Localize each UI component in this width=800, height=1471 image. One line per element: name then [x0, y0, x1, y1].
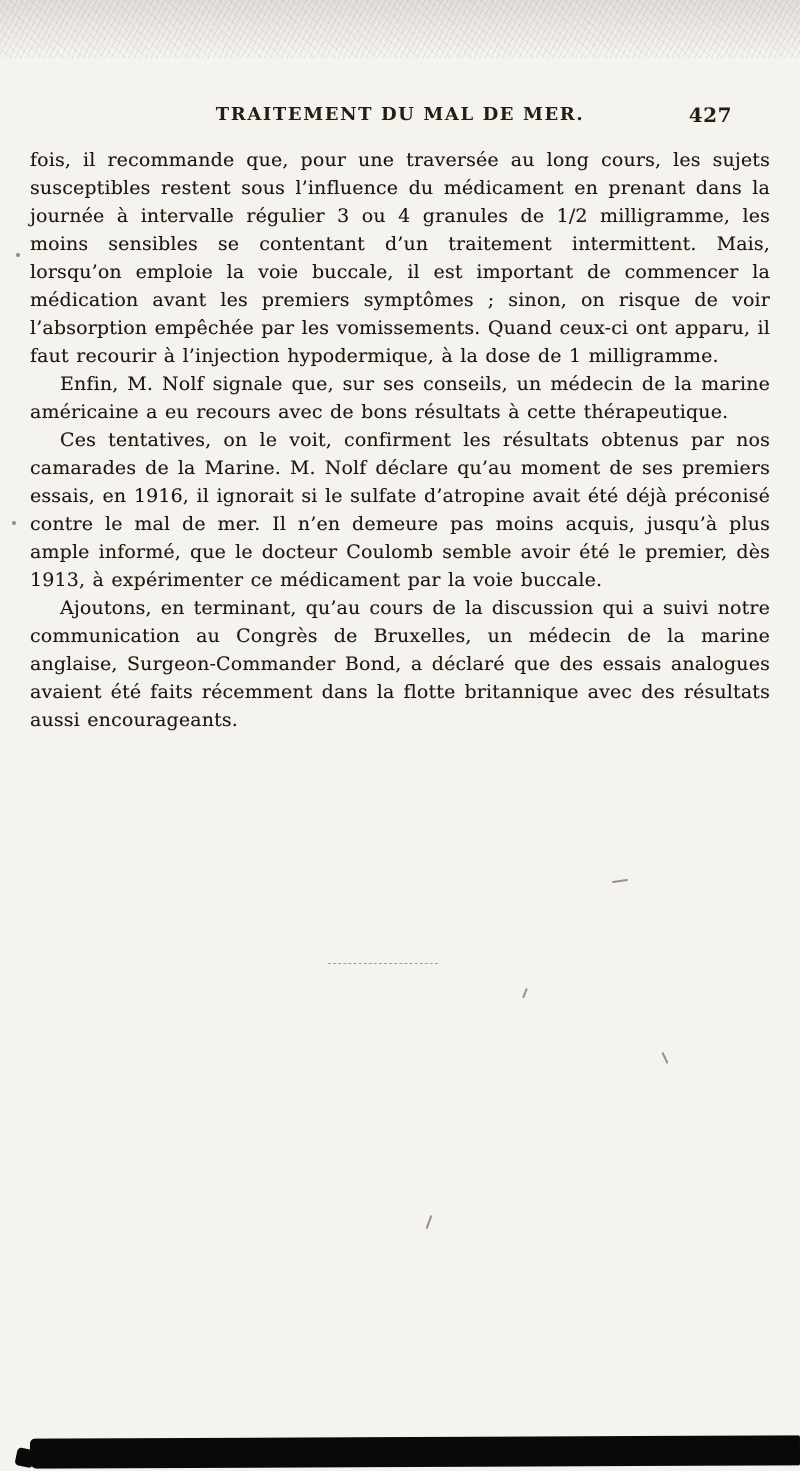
scan-speck — [12, 521, 16, 525]
running-title: TRAITEMENT DU MAL DE MER. — [215, 104, 585, 125]
scan-speck — [662, 1052, 668, 1064]
scan-speck — [612, 879, 628, 883]
scan-crease-artifact — [328, 963, 438, 964]
scan-edge-bottom — [30, 1435, 800, 1468]
paragraph: Ces tentatives, on le voit, confirment les résultats obtenus par nos camarades de la Marine. M. Nolf déclare qu’au moment de ses premiers essais, en 1916, il ignorait si le sulfate d’atropine avait été déjà préconisé contre le mal de mer. Il n’en demeure pas moins acquis, jusqu’à plus ample informé, que le docteur Coulomb semble avoir été le premier, dès 1913, à expérimenter ce médicament par la voie buccale. — [30, 429, 770, 591]
scan-speck — [426, 1215, 432, 1229]
page-number: 427 — [688, 103, 732, 127]
page-header — [30, 104, 770, 134]
paragraph: Ajoutons, en terminant, qu’au cours de la discussion qui a suivi notre communication au Congrès de Bruxelles, un médecin de la marine anglaise, Surgeon-Commander Bond, a déclaré que des essais analogues avaient été faits récemment dans la flotte britannique avec des résultats aussi encourageants. — [30, 597, 770, 731]
scan-noise-texture — [0, 0, 800, 58]
body-text — [30, 146, 770, 734]
scan-speck — [522, 988, 527, 998]
paragraph: Enfin, M. Nolf signale que, sur ses conseils, un médecin de la marine américaine a eu recours avec de bons résultats à cette thérapeutique. — [30, 373, 770, 423]
paragraph-continuation: fois, il recommande que, pour une traversée au long cours, les sujets susceptibles restent sous l’influence du médicament en prenant dans la journée à intervalle régulier 3 ou 4 granules de 1/2 milligramme, les moins sensibles se contentant d’un traitement intermittent. Mais, lorsqu’on emploie la voie buccale, il est important de commencer la médication avant les premiers symptômes ; sinon, on risque de voir l’absorption empêchée par les vomissements. Quand ceux-ci ont apparu, il faut recourir à l’injection hypodermique, à la dose de 1 milligramme. — [30, 149, 770, 367]
scan-speck — [16, 253, 20, 257]
